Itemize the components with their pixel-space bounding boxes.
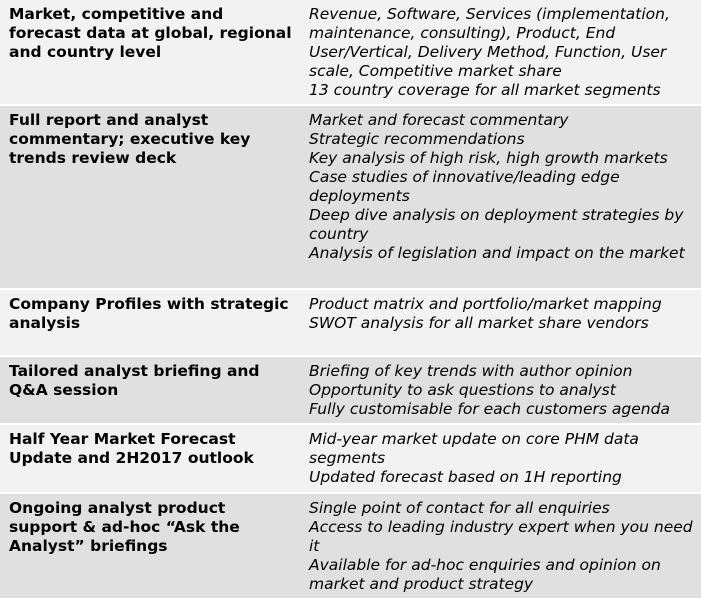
- feature-cell: Company Profiles with strategic analysis: [0, 289, 302, 356]
- table-row: [0, 356, 701, 424]
- details-cell: [302, 105, 701, 289]
- feature-cell: Tailored analyst briefing and Q&A session: [0, 356, 302, 424]
- detail-line: Fully customisable for each customers agenda: [309, 400, 670, 418]
- feature-cell: Half Year Market Forecast Update and 2H2017 outlook: [0, 424, 302, 493]
- detail-line: Key analysis of high risk, high growth markets: [309, 149, 668, 167]
- detail-line: 13 country coverage for all market segments: [309, 81, 661, 99]
- table-row: [0, 289, 701, 356]
- table-row: [0, 0, 701, 105]
- table-row: [0, 493, 701, 599]
- detail-line: Updated forecast based on 1H reporting: [309, 468, 622, 486]
- details-cell: [302, 0, 701, 105]
- details-cell: [302, 356, 701, 424]
- details-cell: [302, 289, 701, 356]
- detail-line: Mid-year market update on core PHM data segments: [309, 430, 639, 467]
- detail-line: Briefing of key trends with author opinion: [309, 362, 633, 380]
- table-row: [0, 424, 701, 493]
- detail-line: Product matrix and portfolio/market mapping: [309, 295, 662, 313]
- feature-cell: Ongoing analyst product support & ad-hoc “Ask the Analyst” briefings: [0, 493, 302, 599]
- table-row: [0, 105, 701, 289]
- detail-line: Access to leading industry expert when you need it: [309, 518, 693, 555]
- feature-cell: Market, competitive and forecast data at global, regional and country level: [0, 0, 302, 105]
- detail-line: Case studies of innovative/leading edge deployments: [309, 168, 620, 205]
- detail-line: Analysis of legislation and impact on the market: [309, 244, 685, 262]
- detail-line: Available for ad-hoc enquiries and opinion on market and product strategy: [309, 556, 661, 593]
- detail-line: Revenue, Software, Services (implementation, maintenance, consulting), Product, End User/Vertical, Delivery Method, Function, User scale, Competitive market share: [309, 5, 670, 80]
- detail-line: SWOT analysis for all market share vendors: [309, 314, 649, 332]
- detail-line: Opportunity to ask questions to analyst: [309, 381, 616, 399]
- detail-line: Single point of contact for all enquiries: [309, 499, 610, 517]
- detail-line: Deep dive analysis on deployment strategies by country: [309, 206, 684, 243]
- feature-cell: Full report and analyst commentary; executive key trends review deck: [0, 105, 302, 289]
- detail-line: Strategic recommendations: [309, 130, 525, 148]
- details-cell: [302, 424, 701, 493]
- detail-line: Market and forecast commentary: [309, 111, 569, 129]
- details-cell: [302, 493, 701, 599]
